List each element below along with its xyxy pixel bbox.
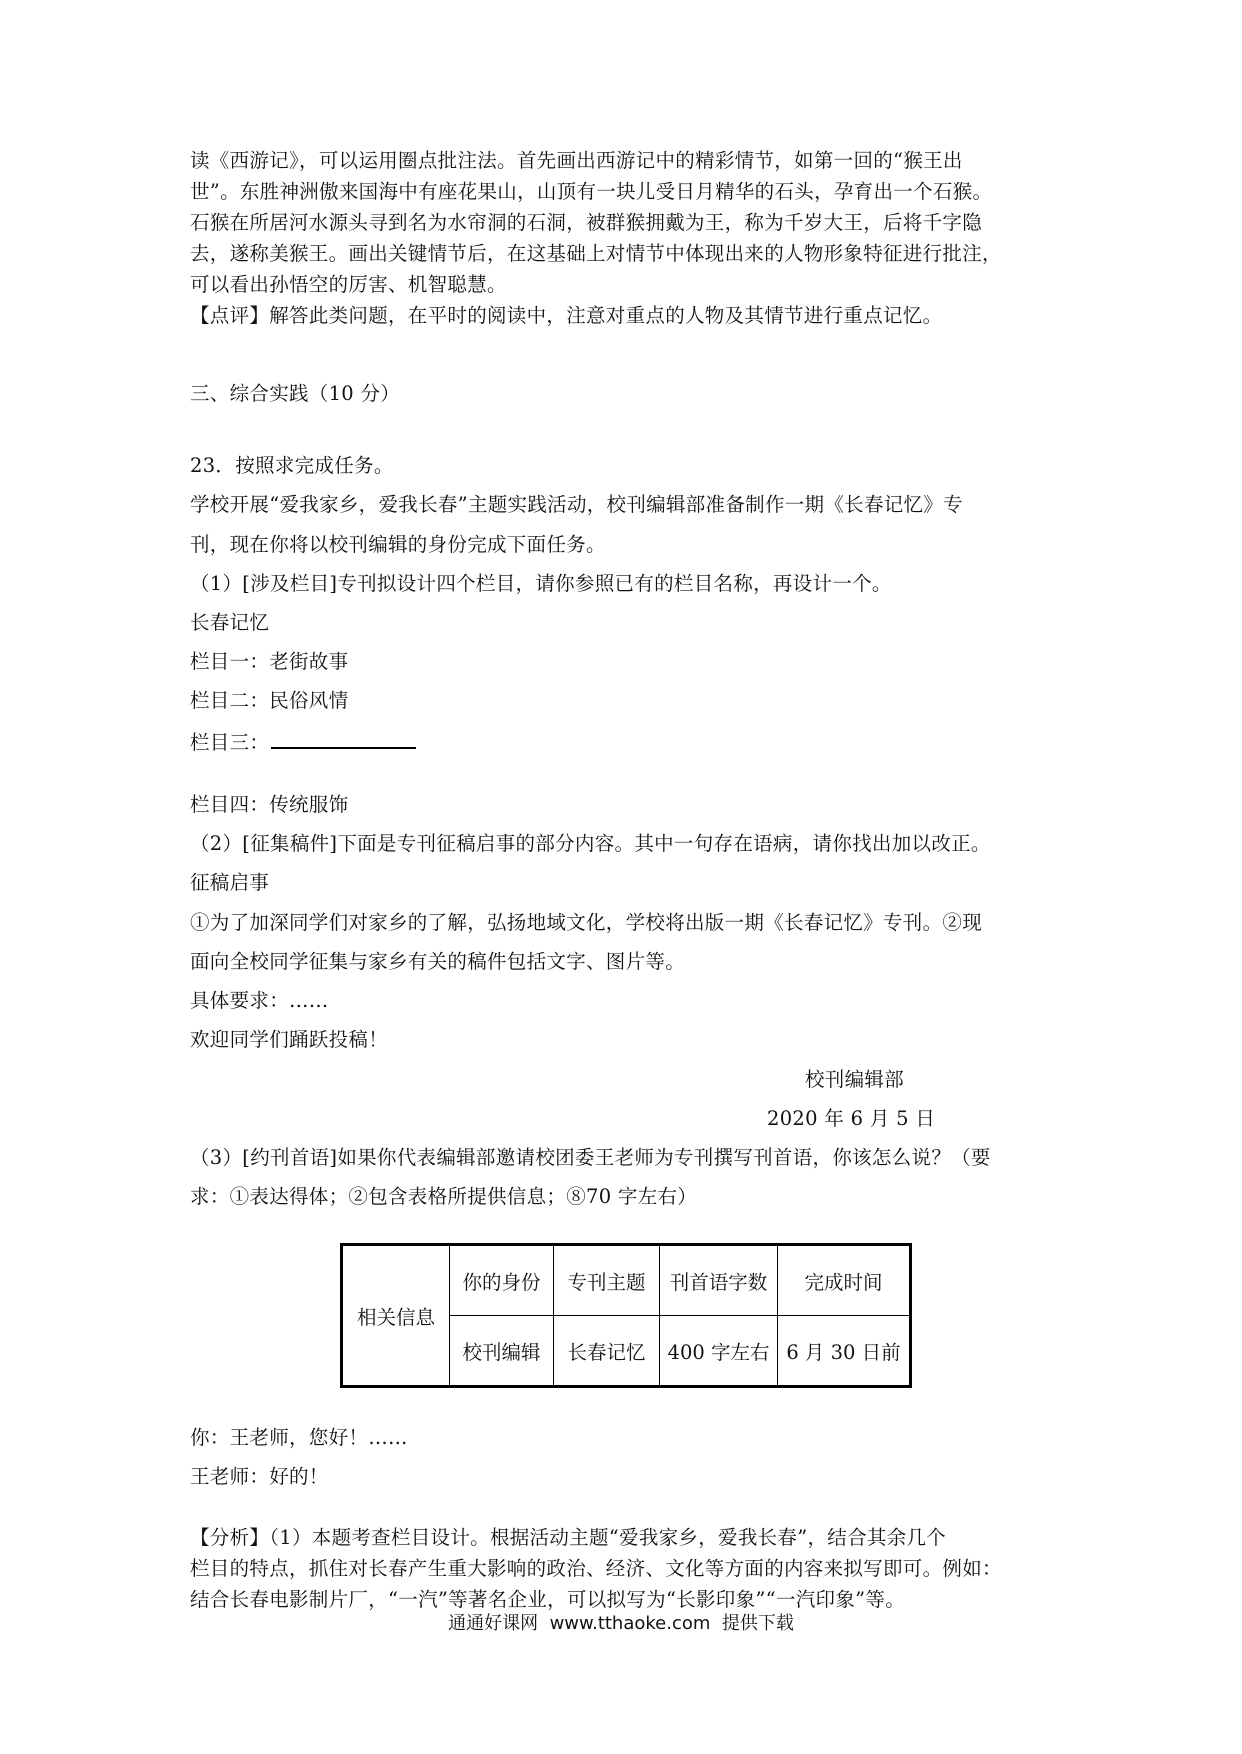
part1-prompt: （1）[涉及栏目]专刊拟设计四个栏目，请你参照已有的栏目名称，再设计一个。: [190, 572, 892, 595]
table-row-label: 相关信息: [342, 1245, 450, 1387]
magazine-title: 长春记忆: [190, 611, 270, 634]
table-value-cell: 6 月 30 日前: [778, 1316, 911, 1387]
question-number: 23．按照求完成任务。: [190, 454, 394, 477]
question-intro-line-1: 学校开展“爱我家乡，爱我长春”主题实践活动，校刊编辑部准备制作一期《长春记忆》专: [190, 493, 963, 516]
table-row: [342, 1245, 911, 1316]
analysis-line-1: 读《西游记》，可以运用圈点批注法。首先画出西游记中的精彩情节，如第一回的“猴王出: [190, 149, 963, 172]
column-3: 栏目三：: [190, 731, 270, 754]
dialogue-teacher: 王老师：好的！: [190, 1465, 329, 1488]
table-value-cell: 校刊编辑: [450, 1316, 554, 1387]
notice-requirements: 具体要求：……: [190, 989, 329, 1012]
section-title: 三、综合实践（10 分）: [190, 382, 401, 405]
column-4: 栏目四：传统服饰: [190, 793, 349, 816]
column-2: 栏目二：民俗风情: [190, 689, 349, 712]
notice-line-1: ①为了加深同学们对家乡的了解，弘扬地域文化，学校将出版一期《长春记忆》专刊。②现: [190, 911, 983, 934]
column-1: 栏目一：老街故事: [190, 650, 349, 673]
notice-signature: 校刊编辑部: [805, 1068, 905, 1091]
table-header-cell: 你的身份: [450, 1245, 554, 1316]
dialogue-you: 你：王老师，您好！……: [190, 1426, 408, 1449]
part2-prompt: （2）[征集稿件]下面是专刊征稿启事的部分内容。其中一句存在语病，请你找出加以改正。: [190, 832, 991, 855]
column-3-row: [190, 725, 416, 758]
notice-title: 征稿启事: [190, 871, 270, 894]
notice-welcome: 欢迎同学们踊跃投稿！: [190, 1028, 389, 1051]
answer-blank[interactable]: [271, 725, 416, 749]
table-value-cell: 长春记忆: [554, 1316, 660, 1387]
analysis-bottom-line-2: 栏目的特点，抓住对长春产生重大影响的政治、经济、文化等方面的内容来拟写即可。例如：: [190, 1557, 1002, 1580]
part3-prompt-line-1: （3）[约刊首语]如果你代表编辑部邀请校团委王老师为专刊撰写刊首语，你该怎么说？（要: [190, 1146, 991, 1169]
info-table: [340, 1243, 912, 1388]
analysis-line-2: 世”。东胜神洲傲来国海中有座花果山，山顶有一块儿受日月精华的石头，孕育出一个石猴。: [190, 180, 993, 203]
notice-date: 2020 年 6 月 5 日: [767, 1107, 936, 1130]
table-header-cell: 完成时间: [778, 1245, 911, 1316]
analysis-bottom-line-3: 结合长春电影制片厂，“一汽”等著名企业，可以拟写为“长影印象”“一汽印象”等。: [190, 1588, 906, 1611]
question-intro-line-2: 刊，现在你将以校刊编辑的身份完成下面任务。: [190, 533, 606, 556]
comment-line: 【点评】解答此类问题，在平时的阅读中，注意对重点的人物及其情节进行重点记忆。: [190, 304, 943, 327]
part3-prompt-line-2: 求：①表达得体；②包含表格所提供信息；⑧70 字左右）: [190, 1185, 698, 1208]
table-header-cell: 刊首语字数: [660, 1245, 778, 1316]
table-value-cell: 400 字左右: [660, 1316, 778, 1387]
analysis-line-5: 可以看出孙悟空的厉害、机智聪慧。: [190, 273, 507, 296]
notice-line-2: 面向全校同学征集与家乡有关的稿件包括文字、图片等。: [190, 950, 686, 973]
table-header-cell: 专刊主题: [554, 1245, 660, 1316]
analysis-line-3: 石猴在所居河水源头寻到名为水帘洞的石洞，被群猴拥戴为王，称为千岁大王，后将千字隐: [190, 211, 983, 234]
analysis-bottom-line-1: 【分析】（1）本题考查栏目设计。根据活动主题“爱我家乡，爱我长春”，结合其余几个: [190, 1526, 947, 1549]
footer-watermark: 通通好课网 www.tthaoke.com 提供下载: [448, 1613, 794, 1634]
analysis-line-4: 去，遂称美猴王。画出关键情节后，在这基础上对情节中体现出来的人物形象特征进行批注，: [190, 242, 1002, 265]
